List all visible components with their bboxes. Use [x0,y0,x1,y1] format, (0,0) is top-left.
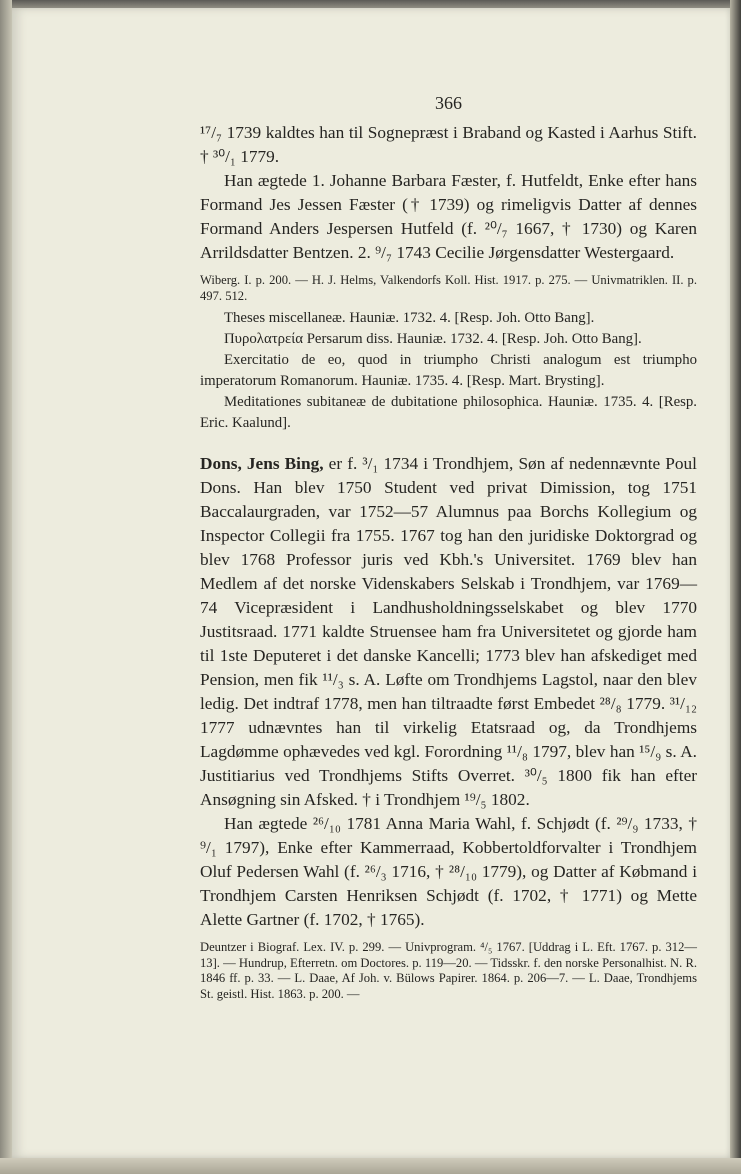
entry2-paragraph-1 [200,452,697,812]
entry1-work-4: Meditationes subitaneæ de dubitatione philosophica. Hauniæ. 1735. 4. [Resp. Eric. Kaalund]. [200,394,697,431]
page-number: 366 [435,93,462,113]
entry2-paragraph-2: Han ægtede ²⁶/₁₀ 1781 Anna Maria Wahl, f. Schjødt (f. ²⁹/₉ 1733, † ⁹/₁ 1797), Enke efter Kammerraad, Kobbertoldforvalter i Trondhjem Oluf Pedersen Wahl (f. ²⁶/₃ 1716, † ²⁸/₁₀ 1779), og Datter af Købmand i Trondhjem Carsten Henriksen Schjødt (f. 1702, † 1771) og Mette Alette Gartner (f. 1702, † 1765). [200,814,697,929]
entry2-paragraph-1-text: er f. ³/₁ 1734 i Trondhjem, Søn af nedennævnte Poul Dons. Han blev 1750 Student ved privat Dimission, tog 1751 Baccalaurgraden, var 1752—57 Alumnus paa Borchs Kollegium og Inspector Collegii fra 1755. 1767 tog han den juridiske Doktorgrad og blev 1768 Professor juris ved Kbh.'s Universitet. 1769 blev han Medlem af det norske Videnskabers Selskab i Trondhjem, var 1769—74 Vicepræsident i Landhusholdningsselskabet og blev 1770 Justitsraad. 1771 kaldte Struensee ham fra Universitetet og gjorde ham til 1ste Deputeret i det danske Kancelli; 1773 blev han afskediget med Pension, men fik ¹¹/₃ s. A. Løfte om Trondhjems Lagstol, naar den blev ledig. Det indtraf 1778, men han tiltraadte først Embedet ²⁸/₈ 1779. ³¹/₁₂ 1777 udnævntes han til virkelig Etatsraad og, da Trondhjems Lagdømme ophævedes ved kgl. Forordning ¹¹/₈ 1797, blev han ¹⁵/₉ s. A. Justitiarius ved Trondhjems Stifts Overret. ³⁰/₅ 1800 fik han efter Ansøgning sin Afsked. † i Trondhjem ¹⁹/₅ 1802. [200,454,697,809]
entry1-paragraph-1: ¹⁷/₇ 1739 kaldtes han til Sognepræst i Braband og Kasted i Aarhus Stift. † ³⁰/₁ 1779. [200,123,697,166]
entry1-work-3: Exercitatio de eo, quod in triumpho Christi analogum est triumpho imperatorum Romanorum. Hauniæ. 1735. 4. [Resp. Mart. Brysting]. [200,352,697,389]
scan-bottom-edge [0,1158,741,1174]
scan-right-edge [730,0,741,1174]
entry1-paragraph-2: Han ægtede 1. Johanne Barbara Fæster, f. Hutfeldt, Enke efter hans Formand Jes Jessen Fæster († 1739) og rimeligvis Datter af dennes Formand Anders Jespersen Hutfeld (f. ²⁰/₇ 1667, † 1730) og Karen Arrildsdatter Bentzen. 2. ⁹/₇ 1743 Cecilie Jørgensdatter Westergaard. [200,171,697,262]
page-body [200,121,697,1002]
entry1-references: Wiberg. I. p. 200. — H. J. Helms, Valkendorfs Koll. Hist. 1917. p. 275. — Univmatriklen. II. p. 497. 512. [200,273,697,303]
entry2-references: Deuntzer i Biograf. Lex. IV. p. 299. — Univprogram. ⁴/₅ 1767. [Uddrag i L. Eft. 1767. p. 312—13]. — Hundrup, Efterretn. om Doctores. p. 119—20. — Tidsskr. f. den norske Personalhist. N. R. 1846 ff. p. 33. — L. Daae, Af Joh. v. Bülows Papirer. 1864. p. 206—7. — L. Daae, Trondhjems St. geistl. Hist. 1863. p. 200. — [200,940,697,1001]
scan-left-edge [0,0,12,1174]
entry2-name: Dons, Jens Bing, [200,454,324,473]
entry1-work-1: Theses miscellaneæ. Hauniæ. 1732. 4. [Resp. Joh. Otto Bang]. [224,310,595,326]
entry1-work-2: Πυρολατρεία Persarum diss. Hauniæ. 1732. 4. [Resp. Joh. Otto Bang]. [224,331,642,347]
